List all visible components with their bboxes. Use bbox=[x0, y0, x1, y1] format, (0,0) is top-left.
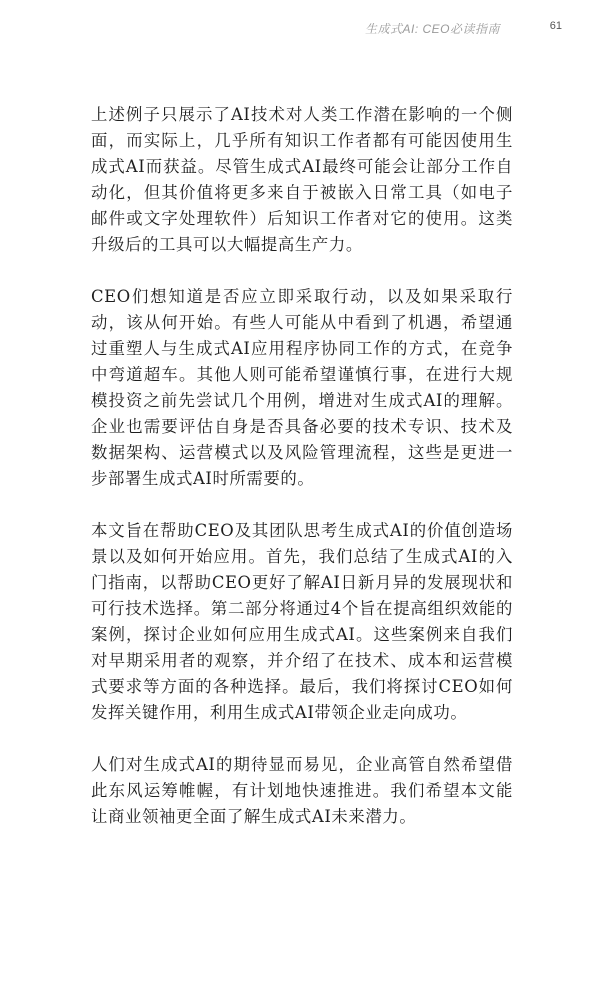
page-header bbox=[0, 20, 600, 40]
page-number: 61 bbox=[549, 20, 562, 32]
body-text bbox=[91, 102, 513, 856]
paragraph-1: 上述例子只展示了AI技术对人类工作潜在影响的一个侧面，而实际上，几乎所有知识工作者都有可能因使用生成式AI而获益。尽管生成式AI最终可能会让部分工作自动化，但其价值将更多来自于被嵌入日常工具（如电子邮件或文字处理软件）后知识工作者对它的使用。这类升级后的工具可以大幅提高生产力。 bbox=[91, 105, 513, 254]
running-title: 生成式AI: CEO必读指南 bbox=[364, 22, 500, 36]
paragraph-4: 人们对生成式AI的期待显而易见，企业高管自然希望借此东风运筹帷幄，有计划地快速推进。我们希望本文能让商业领袖更全面了解生成式AI未来潜力。 bbox=[91, 755, 513, 826]
paragraph-3: 本文旨在帮助CEO及其团队思考生成式AI的价值创造场景以及如何开始应用。首先，我们总结了生成式AI的入门指南，以帮助CEO更好了解AI日新月异的发展现状和可行技术选择。第二部分将通过4个旨在提高组织效能的案例，探讨企业如何应用生成式AI。这些案例来自我们对早期采用者的观察，并介绍了在技术、成本和运营模式要求等方面的各种选择。最后，我们将探讨CEO如何发挥关键作用，利用生成式AI带领企业走向成功。 bbox=[91, 521, 513, 722]
paragraph-2: CEO们想知道是否应立即采取行动，以及如果采取行动，该从何开始。有些人可能从中看到了机遇，希望通过重塑人与生成式AI应用程序协同工作的方式，在竞争中弯道超车。其他人则可能希望谨慎行事，在进行大规模投资之前先尝试几个用例，增进对生成式AI的理解。企业也需要评估自身是否具备必要的技术专识、技术及数据架构、运营模式以及风险管理流程，这些是更进一步部署生成式AI时所需要的。 bbox=[91, 287, 513, 488]
